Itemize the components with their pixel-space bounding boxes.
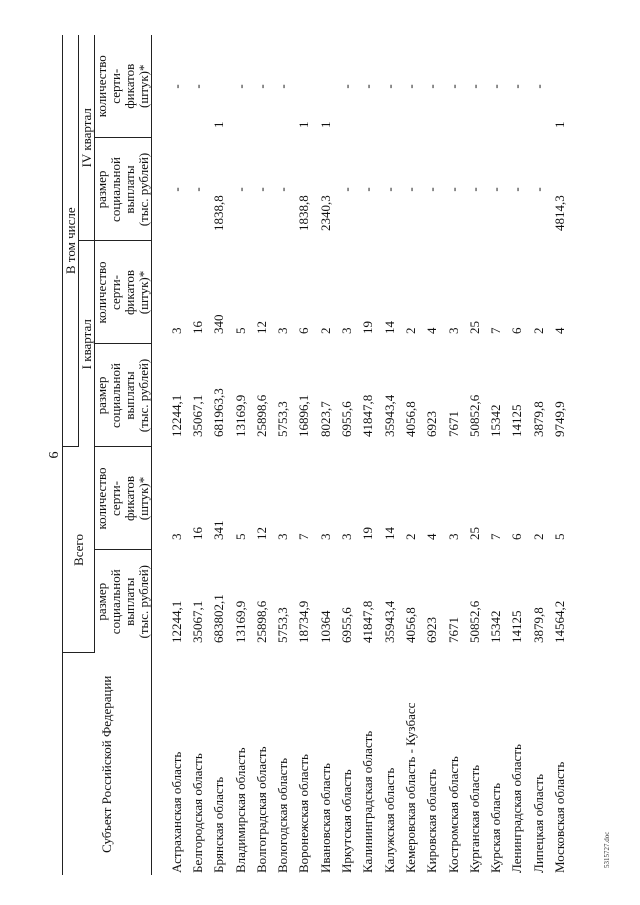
table-cell: 3 (445, 533, 461, 540)
table-cell: 7671 (445, 410, 461, 437)
table-cell: - (402, 84, 418, 89)
region-name: Владимирская область (232, 747, 248, 873)
table-cell: - (232, 84, 248, 89)
table-cell: - (509, 187, 525, 192)
table-cell: - (445, 187, 461, 192)
table-cell: - (466, 84, 482, 89)
rotated-table-page (62, 35, 610, 875)
table-cell: 14125 (509, 610, 525, 643)
table-row (379, 35, 400, 875)
table-body (152, 35, 571, 875)
table-cell: 14125 (509, 404, 525, 437)
table-cell: 1838,8 (211, 195, 227, 231)
region-name: Волгоградская область (253, 746, 269, 873)
table-cell: 1 (551, 121, 567, 128)
region-name: Курская область (488, 782, 504, 873)
table-cell: 4814,3 (551, 195, 567, 231)
table-cell: 8023,7 (317, 401, 333, 437)
table-cell: 25898,6 (253, 600, 269, 643)
table-cell: 35943,4 (381, 394, 397, 437)
table-cell: - (445, 84, 461, 89)
region-name: Кемеровская область - Кузбасс (402, 702, 418, 873)
header-in-that-number: В том числе (63, 35, 79, 447)
region-name: Иркутская область (339, 769, 355, 873)
table-cell: 25898,6 (253, 394, 269, 437)
table-cell: - (253, 187, 269, 192)
table-cell: - (381, 187, 397, 192)
table-cell: 13169,9 (232, 394, 248, 437)
table-cell: 2 (530, 533, 546, 540)
table-cell: 6955,6 (339, 607, 355, 643)
table-cell: 16 (189, 527, 205, 540)
table-cell: 12 (253, 320, 269, 334)
region-name: Курганская область (466, 764, 482, 873)
table-cell: - (189, 84, 205, 89)
table-cell: - (275, 187, 291, 192)
region-name: Липецкая область (530, 773, 546, 873)
table-cell: 3 (339, 327, 355, 334)
table-row (272, 35, 293, 875)
table-cell: - (424, 84, 440, 89)
table-row (528, 35, 549, 875)
table-row (464, 35, 485, 875)
table-cell: 6923 (424, 410, 440, 437)
table-cell: - (488, 84, 504, 89)
table-cell: 14564,2 (551, 600, 567, 643)
table-cell: - (253, 84, 269, 89)
table-cell: 7 (296, 533, 312, 540)
region-name: Воронежская область (296, 754, 312, 873)
region-name: Брянская область (211, 776, 227, 873)
header-quarter-4: IV квартал (79, 35, 95, 241)
header-count-total: количество серти- фикатов (штук)* (95, 447, 152, 550)
table-cell: - (339, 187, 355, 192)
table-cell: 4056,8 (402, 401, 418, 437)
header-subject: Субъект Российской Федерации (63, 653, 152, 875)
table-cell: - (424, 187, 440, 192)
table-cell: - (466, 187, 482, 192)
table-cell: 3 (168, 327, 184, 334)
table-row (294, 35, 315, 875)
table-cell: 41847,8 (360, 600, 376, 643)
region-name: Ивановская область (317, 763, 333, 873)
table-cell: - (402, 187, 418, 192)
table-cell: - (168, 187, 184, 192)
header-count-q1: количество серти- фикатов (штук)* (95, 241, 152, 344)
table-row (209, 35, 230, 875)
table-cell: 3 (275, 327, 291, 334)
table-cell: 3 (168, 533, 184, 540)
table-cell: 10364 (317, 610, 333, 643)
table-cell: 12244,1 (168, 394, 184, 437)
table-cell: - (530, 84, 546, 89)
header-total: Всего (63, 447, 95, 653)
table-cell: 25 (466, 320, 482, 334)
region-name: Белгородская область (189, 753, 205, 873)
table-cell: 35067,1 (189, 600, 205, 643)
table-cell: 3 (317, 533, 333, 540)
table-cell: 19 (360, 527, 376, 540)
table-row (315, 35, 336, 875)
table-cell: 683802,1 (211, 594, 227, 643)
table-cell: 16896,1 (296, 394, 312, 437)
table-cell: 6 (509, 327, 525, 334)
table-row (549, 35, 570, 875)
table-row (358, 35, 379, 875)
table-cell: 15342 (488, 610, 504, 643)
table-cell: 2340,3 (317, 195, 333, 231)
table-cell: 7 (488, 533, 504, 540)
table-cell: 25 (466, 527, 482, 540)
table-cell: 15342 (488, 404, 504, 437)
table-cell: - (381, 84, 397, 89)
table-cell: 5 (232, 327, 248, 334)
table-cell: 2 (530, 327, 546, 334)
table-cell: 1838,8 (296, 195, 312, 231)
region-name: Вологодская область (275, 757, 291, 873)
table-cell: 13169,9 (232, 600, 248, 643)
table-cell: - (509, 84, 525, 89)
table-row (187, 35, 208, 875)
table-cell: 50852,6 (466, 600, 482, 643)
table-cell: 4 (424, 533, 440, 540)
table-cell: 1 (296, 121, 312, 128)
table-cell: 340 (211, 314, 227, 334)
table-cell: 7 (488, 327, 504, 334)
table-cell: 6 (509, 533, 525, 540)
table-cell: 4 (424, 327, 440, 334)
table-cell: - (232, 187, 248, 192)
region-name: Костромская область (445, 756, 461, 873)
table-cell: 4 (551, 327, 567, 334)
table-cell: 6923 (424, 617, 440, 643)
table-cell: 4056,8 (402, 607, 418, 643)
table-cell: - (360, 84, 376, 89)
table-cell: 12244,1 (168, 600, 184, 643)
table-row (152, 35, 188, 875)
header-quarter-1: I квартал (79, 241, 95, 447)
table-cell: 35067,1 (189, 394, 205, 437)
table-cell: 6 (296, 327, 312, 334)
table-cell: 5753,3 (275, 607, 291, 643)
table-cell: 12 (253, 527, 269, 540)
table-cell: 3879,8 (530, 401, 546, 437)
table-cell: 19 (360, 320, 376, 334)
table-cell: 5753,3 (275, 401, 291, 437)
table-cell: 14 (381, 527, 397, 540)
table-cell: 50852,6 (466, 394, 482, 437)
header-size-total: размер социальной выплаты (тыс. рублей) (95, 550, 152, 653)
footer-document-code: 5315727.doc (603, 831, 611, 868)
table-cell: 1 (317, 121, 333, 128)
table-row (400, 35, 421, 875)
table-row (507, 35, 528, 875)
table-cell: 35943,4 (381, 600, 397, 643)
table-cell: 3 (339, 533, 355, 540)
table-row (336, 35, 357, 875)
table-cell: 681963,3 (211, 388, 227, 437)
table-cell: 3 (275, 533, 291, 540)
table-cell: - (339, 84, 355, 89)
table-cell: 2 (317, 327, 333, 334)
table-row (443, 35, 464, 875)
table-cell: 41847,8 (360, 394, 376, 437)
table-row (485, 35, 506, 875)
table-row (230, 35, 251, 875)
table-cell: - (189, 187, 205, 192)
region-name: Кировская область (424, 768, 440, 873)
page-number: 6 (47, 451, 62, 459)
table-cell: 341 (211, 520, 227, 540)
table-cell: 5 (232, 533, 248, 540)
region-name: Астраханская область (168, 751, 184, 873)
table-cell: 9749,9 (551, 401, 567, 437)
table-cell: 5 (551, 533, 567, 540)
table-cell: 16 (189, 320, 205, 334)
header-size-q4: размер социальной выплаты (тыс. рублей) (95, 138, 152, 241)
table-cell: - (168, 84, 184, 89)
table-cell: - (530, 187, 546, 192)
region-name: Калужская область (381, 767, 397, 873)
table-cell: 6955,6 (339, 401, 355, 437)
table-row (251, 35, 272, 875)
social-payments-table (62, 35, 571, 875)
header-size-q1: размер социальной выплаты (тыс. рублей) (95, 344, 152, 447)
region-name: Калининградская область (360, 730, 376, 873)
region-name: Ленинградская область (509, 744, 525, 873)
region-name: Московская область (551, 761, 567, 873)
table-cell: 7671 (445, 617, 461, 643)
table-cell: 14 (381, 320, 397, 334)
table-cell: 2 (402, 327, 418, 334)
table-row (422, 35, 443, 875)
table-cell: 3 (445, 327, 461, 334)
table-cell: 2 (402, 533, 418, 540)
table-cell: 3879,8 (530, 607, 546, 643)
table-cell: - (360, 187, 376, 192)
table-cell: 1 (211, 121, 227, 128)
header-count-q4: количество серти- фикатов (штук)* (95, 35, 152, 138)
table-cell: 18734,9 (296, 600, 312, 643)
table-cell: - (275, 84, 291, 89)
table-cell: - (488, 187, 504, 192)
